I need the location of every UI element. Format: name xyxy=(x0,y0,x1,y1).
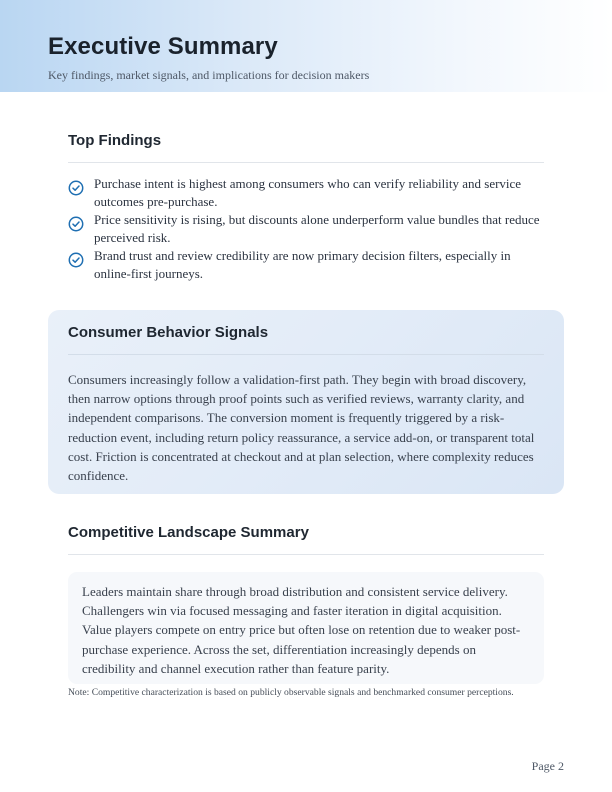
section-heading-competitive-landscape: Competitive Landscape Summary xyxy=(68,524,309,541)
footnote: Note: Competitive characterization is based on publicly observable signals and benchmarked consumer perceptions. xyxy=(68,687,514,698)
finding-item xyxy=(68,175,544,211)
top-findings-section xyxy=(68,131,544,283)
consumer-behavior-card xyxy=(48,310,564,494)
competitive-landscape-box xyxy=(68,572,544,684)
findings-list xyxy=(68,175,544,283)
competitive-landscape-body: Leaders maintain share through broad distribution and consistent service delivery. Challengers win via focused messaging and faster iteration in digital acquisition. Value players compete on entry price but often lose on retention due to weaker post-purchase experience. Across the set, differentiation increasingly depends on credibility and channel execution rather than feature parity. xyxy=(82,584,521,676)
check-circle-icon xyxy=(68,216,84,232)
check-circle-icon xyxy=(68,180,84,196)
finding-text: Brand trust and review credibility are now primary decision filters, especially in online-first journeys. xyxy=(94,248,511,281)
page-number: Page 2 xyxy=(531,759,564,773)
section-divider xyxy=(68,554,544,555)
section-heading-top-findings: Top Findings xyxy=(68,132,162,149)
section-divider xyxy=(68,162,544,163)
section-divider xyxy=(68,354,544,355)
finding-text: Price sensitivity is rising, but discounts alone underperform value bundles that reduce perceived risk. xyxy=(94,212,540,245)
finding-text: Purchase intent is highest among consumers who can verify reliability and service outcomes pre-purchase. xyxy=(94,176,522,209)
competitive-landscape-section xyxy=(68,523,544,555)
consumer-behavior-body: Consumers increasingly follow a validation-first path. They begin with broad discovery, then narrow options through proof points such as verified reviews, warranty clarity, and independent comparisons. The conversion moment is frequently triggered by a risk-reduction event, including return policy reassurance, a service add-on, or transparent total cost. Friction is concentrated at checkout and at plan selection, where complexity reduces confidence. xyxy=(68,372,535,484)
finding-item xyxy=(68,247,544,283)
check-circle-icon xyxy=(68,252,84,268)
page-title: Executive Summary xyxy=(48,33,278,60)
section-heading-consumer-behavior: Consumer Behavior Signals xyxy=(68,324,269,341)
page-subtitle: Key findings, market signals, and implications for decision makers xyxy=(48,68,370,82)
finding-item xyxy=(68,211,544,247)
